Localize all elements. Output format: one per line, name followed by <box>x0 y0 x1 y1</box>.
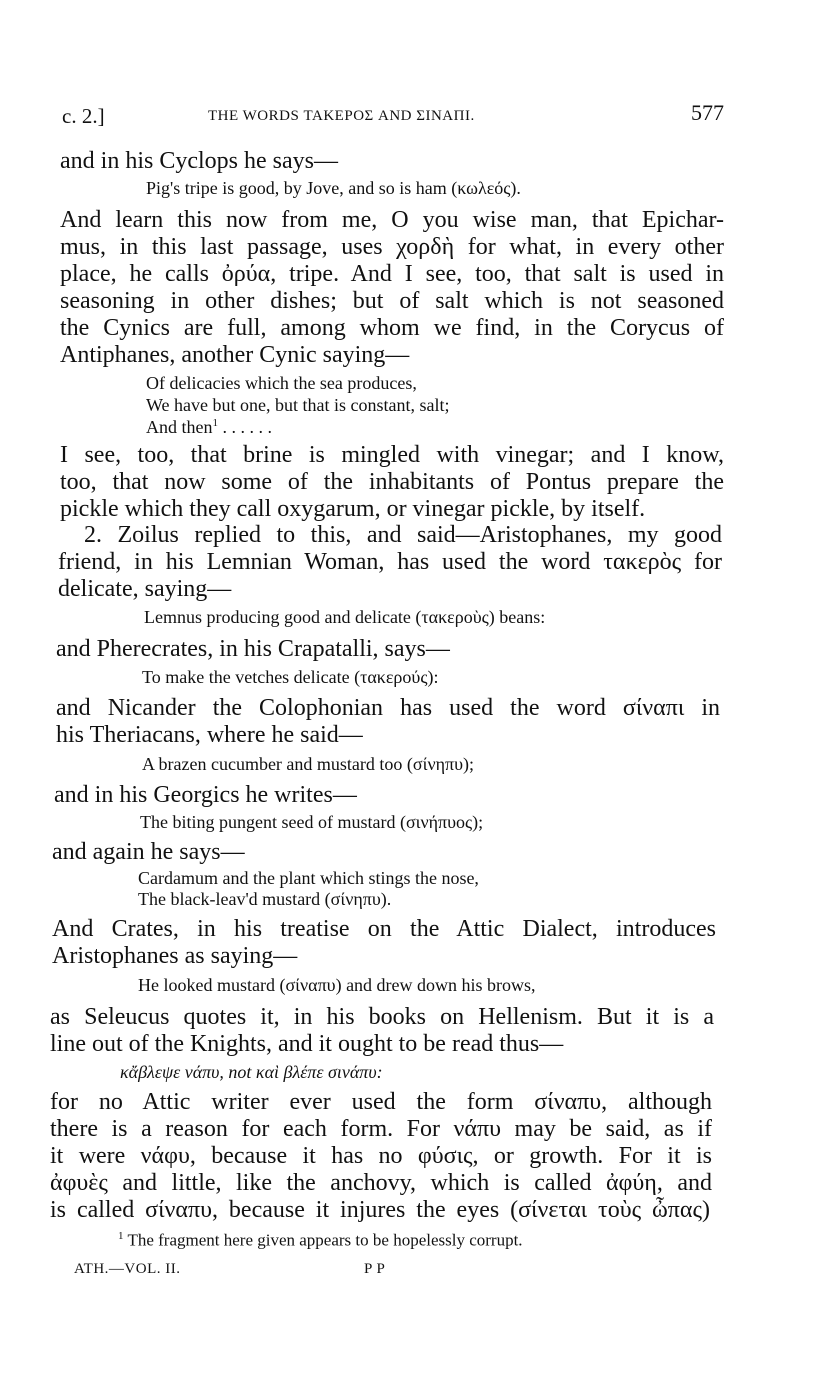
verse-line <box>146 418 272 436</box>
verse-line: Pig's tripe is good, by Jove, and so is ham (κωλεός). <box>146 178 521 198</box>
verse-line: He looked mustard (σίναπυ) and drew down his brows, <box>138 975 536 995</box>
chapter-reference: c. 2.] <box>62 104 105 128</box>
text-line: Aristophanes as saying— <box>52 943 298 969</box>
verse-line: Lemnus producing good and delicate (τακεροὺς) beans: <box>144 607 546 627</box>
text-line: too, that now some of the inhabitants of Pontus prepare the <box>60 469 724 495</box>
running-title: THE WORDS ΤΑΚΕΡΟΣ AND ΣΙΝΑΠΙ. <box>208 108 475 124</box>
text-line: and Pherecrates, in his Crapatalli, says— <box>56 636 450 662</box>
text-line: Antiphanes, another Cynic saying— <box>60 342 410 368</box>
text-line: 2. Zoilus replied to this, and said—Aristophanes, my good <box>84 522 722 548</box>
verse-line: The biting pungent seed of mustard (σινήπυος); <box>140 812 484 832</box>
text-line: And Crates, in his treatise on the Attic Dialect, introduces <box>52 916 716 942</box>
verse-line: Of delicacies which the sea produces, <box>146 373 417 393</box>
verse-line: A brazen cucumber and mustard too (σίνηπυ); <box>142 754 474 774</box>
text-line: and again he says— <box>52 839 245 865</box>
text-line: And learn this now from me, O you wise man, that Epichar- <box>60 207 724 233</box>
verse-line: To make the vetches delicate (τακερούς): <box>142 667 439 687</box>
footnote <box>118 1231 523 1249</box>
text-line: for no Attic writer ever used the form σίναπυ, although <box>50 1089 712 1115</box>
text-line: seasoning in other dishes; but of salt which is not seasoned <box>60 288 724 314</box>
signature-mark: P P <box>364 1261 386 1277</box>
text-line: and in his Georgics he writes— <box>54 782 357 808</box>
verse-line: Cardamum and the plant which stings the nose, <box>138 868 479 888</box>
text-line: and in his Cyclops he says— <box>60 148 338 174</box>
text-line: there is a reason for each form. For νάπυ may be said, as if <box>50 1116 712 1142</box>
text-line: the Cynics are full, among whom we find, in the Corycus of <box>60 315 724 341</box>
verse-line: We have but one, but that is constant, salt; <box>146 395 450 415</box>
signature-line: ATH.—VOL. II. <box>74 1261 181 1277</box>
page-number: 577 <box>691 100 724 125</box>
footnote-text: The fragment here given appears to be hopelessly corrupt. <box>127 1230 523 1250</box>
text-line: delicate, saying— <box>58 576 232 602</box>
text-line: place, he calls ὀρύα, tripe. And I see, too, that salt is used in <box>60 261 724 287</box>
verse-line: The black-leav'd mustard (σίνηπυ). <box>138 889 392 909</box>
text-line: ἀφυὲς and little, like the anchovy, which is called ἀφύη, and <box>50 1170 712 1196</box>
text-line: I see, too, that brine is mingled with vinegar; and I know, <box>60 442 724 468</box>
verse-text: And then <box>146 417 213 437</box>
greek-line: κἄβλεψε νάπυ, not καὶ βλέπε σινάπυ: <box>120 1062 383 1082</box>
text-line: it were νάφυ, because it has no φύσις, or growth. For it is <box>50 1143 712 1169</box>
text-line: is called σίναπυ, because it injures the eyes (σίνεται τοὺς ὦπας) <box>50 1197 710 1223</box>
text-line: friend, in his Lemnian Woman, has used the word τακερὸς for <box>58 549 722 575</box>
text-line: mus, in this last passage, uses χορδὴ for what, in every other <box>60 234 724 260</box>
footnote-number: 1 <box>118 1230 124 1242</box>
text-line: as Seleucus quotes it, in his books on Hellenism. But it is a <box>50 1004 714 1030</box>
text-line: line out of the Knights, and it ought to be read thus— <box>50 1031 564 1057</box>
text-line: and Nicander the Colophonian has used the word σίναπι in <box>56 695 720 721</box>
ellipsis-dots: . . . . . . <box>222 417 272 437</box>
footnote-reference: 1 <box>212 417 218 429</box>
text-line: his Theriacans, where he said— <box>56 722 363 748</box>
text-line: pickle which they call oxygarum, or vinegar pickle, by itself. <box>60 496 646 522</box>
running-header <box>62 100 724 132</box>
